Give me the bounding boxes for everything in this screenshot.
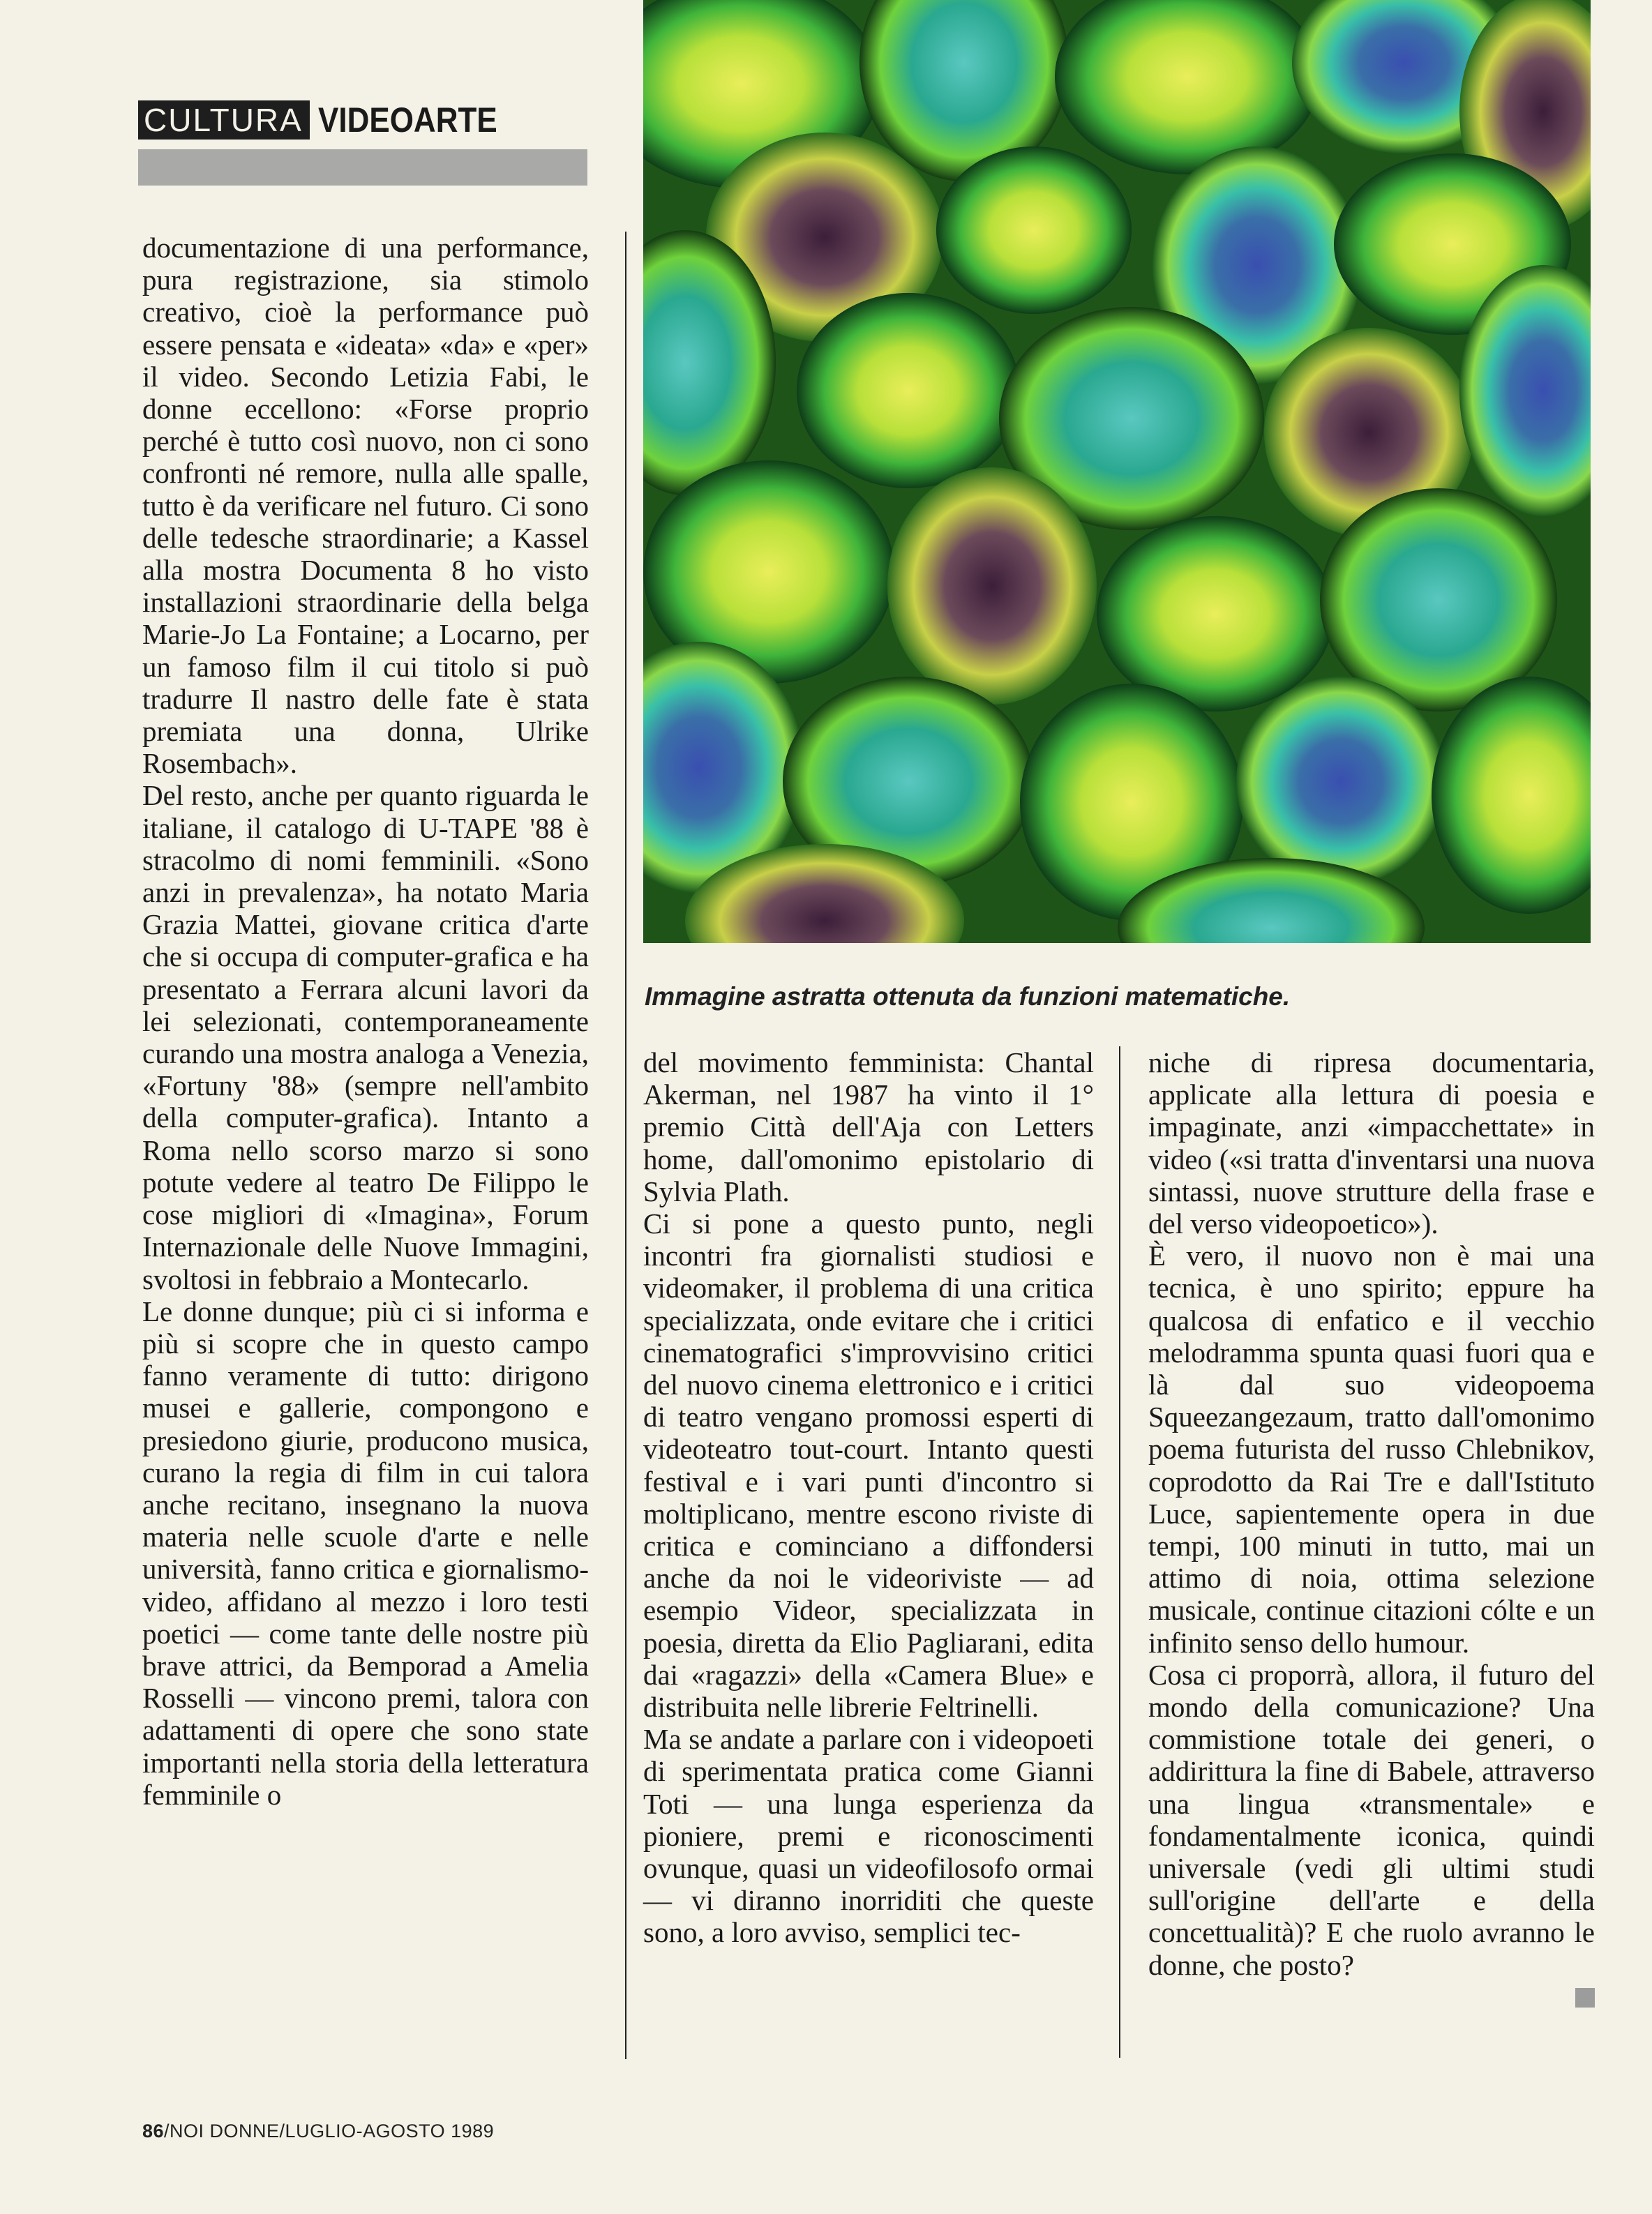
column-rule-2 [1119,1046,1120,2058]
page-footer [142,2121,494,2142]
text-column-1 [142,232,589,1811]
section-header [138,99,522,141]
text-column-3 [1148,1046,1595,2008]
column-3-text: niche di ripresa documentaria, applicate alla lettura di poesia e impaginate, anzi «impacchettate» in video («si tratta d'inventarsi una nuova sintassi, nuove strutture della frase e del verso videopoetico»). È vero, il nuovo non è mai una tecnica, è uno spirito; eppure ha qualcosa di enfatico e il vecchio melodramma spunta quasi fuori qua e là dal suo videopoema Squeezangezaum, tratto dall'omonimo poema futurista del russo Chlebnikov, coprodotto da Rai Tre e dall'Istituto Luce, sapientemente opera in due tempi, 100 minuti in tutto, mai un attimo di noia, ottima selezione musicale, continue citazioni cólte e un infinito senso dello humour. Cosa ci proporrà, allora, il futuro del mondo della comunicazione? Una commistione totale dei generi, o addirittura la fine di Babele, attraverso una lingua «transmentale» e fondamentalmente iconica, quindi universale (vedi gli ultimi studi sull'origine dell'arte e della concettualità)? E che ruolo avranno le donne, che posto? [1148,1046,1595,1981]
section-label: CULTURA [138,100,310,140]
image-caption: Immagine astratta ottenuta da funzioni matematiche. [645,982,1291,1011]
column-rule-1 [625,232,626,2059]
end-of-article-mark [1575,1988,1595,2008]
abstract-artwork-image [643,0,1591,943]
column-1-text: documentazione di una performance, pura registrazione, sia stimolo creativo, cioè la performance può essere pensata e «ideata» «da» e «per» il video. Secondo Letizia Fabi, le donne eccellono: «Forse proprio perché è tutto così nuovo, non ci sono confronti né remore, nulla alle spalle, tutto è da verificare nel futuro. Ci sono delle tedesche straordinarie; a Kassel alla mostra Documenta 8 ho visto installazioni straordinarie della belga Marie-Jo La Fontaine; a Locarno, per un famoso film il cui titolo si può tradurre Il nastro delle fate è stata premiata una donna, Ulrike Rosembach». Del resto, anche per quanto riguarda le italiane, il catalogo di U-TAPE '88 è stracolmo di nomi femminili. «Sono anzi in prevalenza», ha notato Maria Grazia Mattei, giovane critica d'arte che si occupa di computer-grafica e ha presentato a Ferrara alcuni lavori da lei selezionati, contemporaneamente curando una mostra analoga a Venezia, «Fortuny '88» (sempre nell'ambito della computer-grafica). Intanto a Roma nello scorso marzo si sono potute vedere al teatro De Filippo le cose migliori di «Imagina», Forum Internazionale delle Nuove Immagini, svoltosi in febbraio a Montecarlo. Le donne dunque; più ci si informa e più si scopre che in questo campo fanno veramente di tutto: dirigono musei e gallerie, compongono e presiedono giurie, producono musica, curano la regia di film in cui talora anche recitano, insegnano la nuova materia nelle scuole d'arte e nelle università, fanno critica e giornalismo-video, affidano al mezzo i loro testi poetici — come tante delle nostre più brave attrici, da Bemporad a Amelia Rosselli — vincono premi, talora con adattamenti di opere che sono state importanti nella storia della letteratura femminile o [142,232,589,1811]
column-2-text: del movimento femminista: Chantal Akerman, nel 1987 ha vinto il 1° premio Città dell'Aja con Letters home, dall'omonimo epistolario di Sylvia Plath. Ci si pone a questo punto, negli incontri fra giornalisti studiosi e videomaker, il problema di una critica specializzata, onde evitare che i critici cinematografici s'improvvisino critici del nuovo cinema elettronico e i critici di teatro vengano promossi esperti di videoteatro tout-court. Intanto questi festival e i vari punti d'incontro si moltiplicano, mentre escono riviste di critica e cominciano a diffondersi anche da noi le videoriviste — ad esempio Videor, specializzata in poesia, diretta da Elio Pagliarani, edita dai «ragazzi» della «Camera Blue» e distribuita nelle librerie Feltrinelli. Ma se andate a parlare con i videopoeti di sperimentata pratica come Gianni Toti — una lunga esperienza da pioniere, premi e riconoscimenti ovunque, quasi un videofilosofo ormai — vi diranno inorriditi che queste sono, a loro avviso, semplici tec- [643,1046,1094,1949]
header-grey-bar [138,149,587,186]
section-title: VIDEOARTE [317,100,497,140]
page-number: 86 [142,2121,165,2141]
publication-info: /NOI DONNE/LUGLIO-AGOSTO 1989 [164,2121,495,2141]
text-column-2 [643,1046,1094,1949]
